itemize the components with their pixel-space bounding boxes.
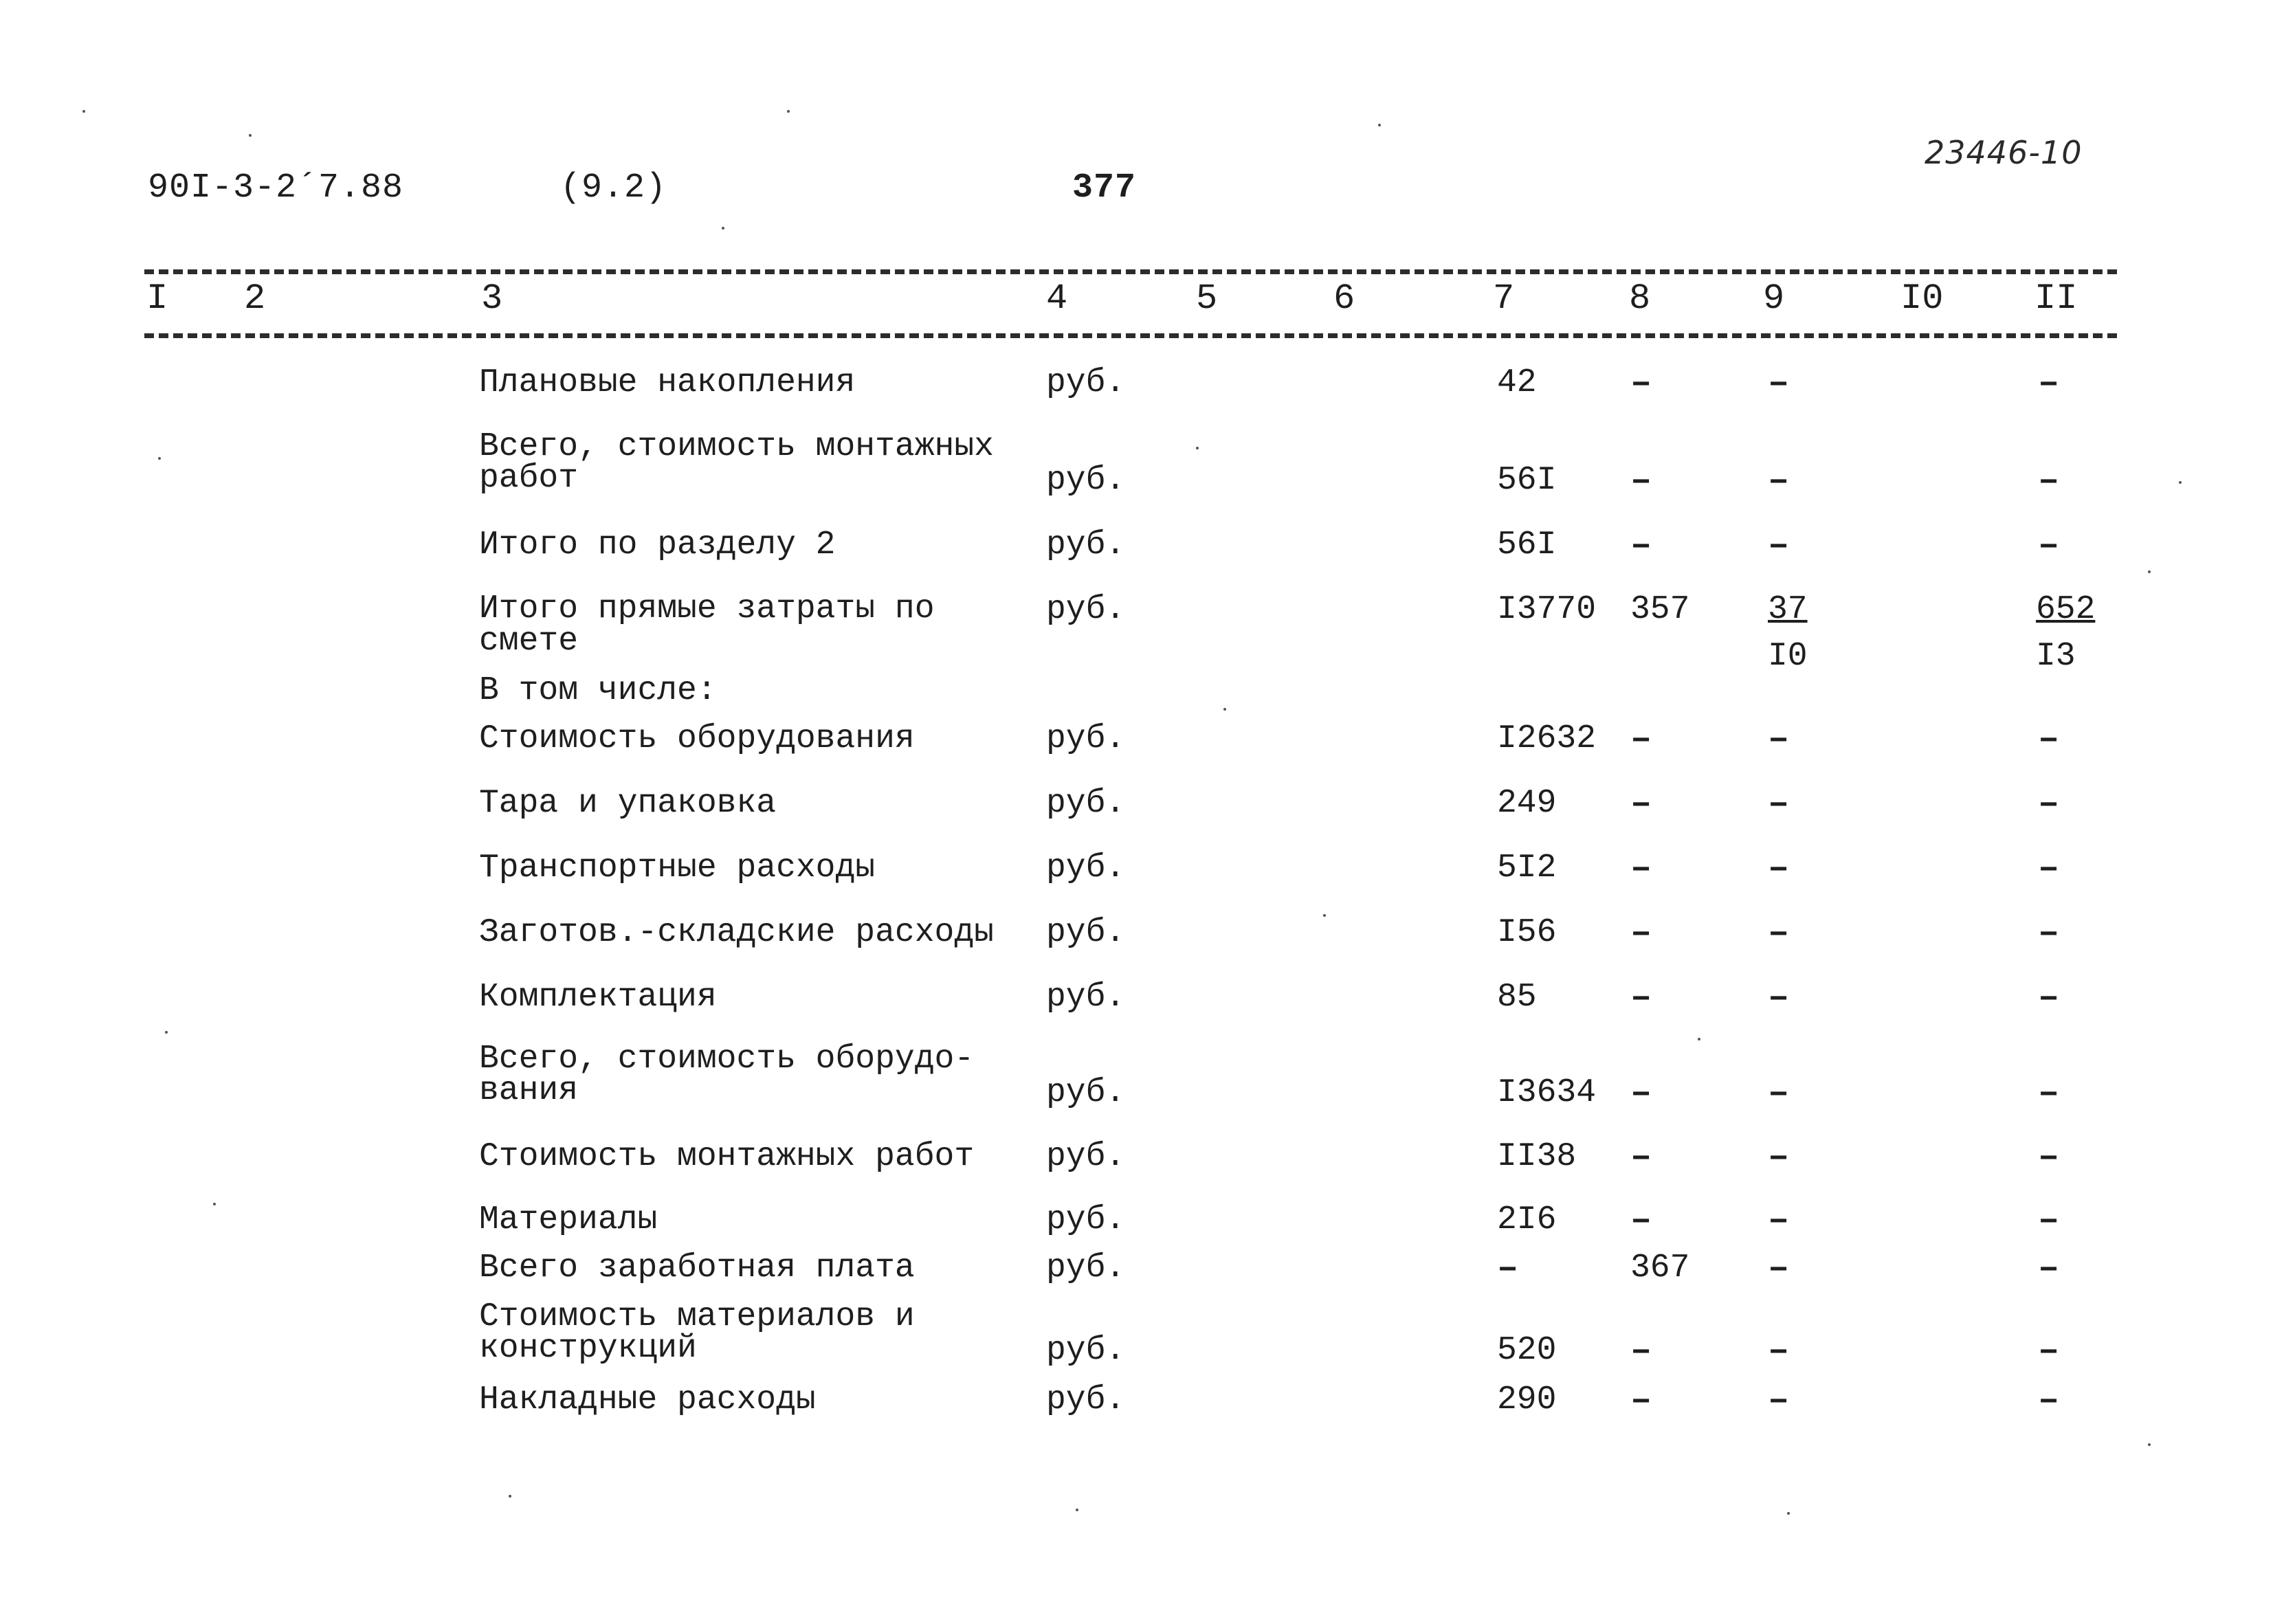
row-label-line1: Итого прямые затраты по bbox=[479, 590, 935, 627]
row-value-col11: – bbox=[2038, 783, 2060, 824]
row-value-col7: – bbox=[1497, 1248, 1519, 1289]
row-unit: руб. bbox=[1046, 849, 1126, 887]
row-value-col9-numerator: 37 bbox=[1768, 591, 1808, 628]
row-label: Всего заработная плата bbox=[479, 1249, 915, 1287]
row-value-col8: 367 bbox=[1630, 1249, 1690, 1287]
row-value-col11: – bbox=[2038, 363, 2060, 403]
row-value-col7: I3634 bbox=[1497, 1074, 1597, 1111]
row-value-col7: I3770 bbox=[1497, 591, 1597, 628]
row-value-col11: – bbox=[2038, 1331, 2060, 1371]
row-label-line1: Всего, стоимость монтажных bbox=[479, 428, 994, 465]
row-value-col9: – bbox=[1768, 913, 1790, 953]
row-value-col11-denominator: I3 bbox=[2036, 638, 2076, 675]
row-value-col7: 2I6 bbox=[1497, 1201, 1557, 1238]
row-value-col8: – bbox=[1630, 719, 1652, 759]
row-label: Плановые накопления bbox=[479, 364, 856, 401]
scan-speck bbox=[249, 134, 252, 137]
row-value-col9: – bbox=[1768, 460, 1790, 501]
row-label-line1: Стоимость материалов и bbox=[479, 1298, 915, 1335]
row-label: Тара и упаковка bbox=[479, 785, 777, 822]
row-value-col8: – bbox=[1630, 1380, 1652, 1421]
row-value-col11: – bbox=[2038, 913, 2060, 953]
row-unit: руб. bbox=[1046, 1381, 1126, 1419]
row-unit: руб. bbox=[1046, 914, 1126, 951]
row-value-col7: 520 bbox=[1497, 1332, 1557, 1369]
row-value-col11: – bbox=[2038, 1380, 2060, 1421]
row-value-col11: – bbox=[2038, 1137, 2060, 1177]
scan-speck bbox=[787, 110, 790, 113]
column-number-6: 6 bbox=[1333, 278, 1355, 319]
row-label-line2: работ bbox=[479, 460, 579, 497]
row-value-col7: II38 bbox=[1497, 1138, 1577, 1175]
scan-speck bbox=[165, 1031, 168, 1034]
scan-speck bbox=[1787, 1512, 1790, 1515]
row-value-col9: – bbox=[1768, 1200, 1790, 1241]
row-unit: руб. bbox=[1046, 1201, 1126, 1238]
row-label-line2: вания bbox=[479, 1072, 579, 1109]
row-label-line1: Всего, стоимость оборудо- bbox=[479, 1041, 975, 1078]
page-number: 377 bbox=[1072, 168, 1137, 208]
scan-speck bbox=[82, 110, 85, 113]
row-value-col9: – bbox=[1768, 1331, 1790, 1371]
row-unit: руб. bbox=[1046, 1332, 1126, 1369]
row-value-col8: – bbox=[1630, 363, 1652, 403]
row-label: Материалы bbox=[479, 1201, 658, 1238]
row-value-col9: – bbox=[1768, 848, 1790, 889]
row-value-col11: – bbox=[2038, 1248, 2060, 1289]
row-value-col8: – bbox=[1630, 525, 1652, 566]
row-unit: руб. bbox=[1046, 1074, 1126, 1111]
row-unit: руб. bbox=[1046, 1249, 1126, 1287]
scan-speck bbox=[2148, 570, 2151, 573]
section-number: (9.2) bbox=[560, 168, 667, 208]
row-value-col11: – bbox=[2038, 460, 2060, 501]
row-value-col11: – bbox=[2038, 848, 2060, 889]
row-value-col8: – bbox=[1630, 1200, 1652, 1241]
column-number-3: 3 bbox=[481, 278, 503, 319]
row-value-col7: 56I bbox=[1497, 526, 1557, 564]
row-value-col9: – bbox=[1768, 1248, 1790, 1289]
row-unit: руб. bbox=[1046, 785, 1126, 822]
column-number-2: 2 bbox=[244, 278, 266, 319]
row-label: Итого по разделу 2 bbox=[479, 526, 836, 564]
row-unit: руб. bbox=[1046, 364, 1126, 401]
row-unit: руб. bbox=[1046, 526, 1126, 564]
row-unit: руб. bbox=[1046, 979, 1126, 1016]
archive-number-handwritten: 23446-10 bbox=[1925, 134, 2083, 171]
row-label: Транспортные расходы bbox=[479, 849, 876, 887]
row-label: В том числе: bbox=[479, 672, 717, 709]
column-number-5: 5 bbox=[1196, 278, 1218, 319]
row-value-col11: – bbox=[2038, 1073, 2060, 1113]
column-number-1: I bbox=[146, 278, 168, 319]
row-value-col11: – bbox=[2038, 977, 2060, 1018]
scan-speck bbox=[1223, 708, 1226, 711]
scan-speck bbox=[2179, 481, 2182, 484]
row-label: Комплектация bbox=[479, 979, 717, 1016]
row-value-col9: – bbox=[1768, 977, 1790, 1018]
row-value-col9: – bbox=[1768, 1073, 1790, 1113]
column-number-7: 7 bbox=[1493, 278, 1515, 319]
row-value-col8: – bbox=[1630, 783, 1652, 824]
document-code: 90I-3-2´7.88 bbox=[148, 168, 404, 208]
row-value-col8: – bbox=[1630, 1331, 1652, 1371]
column-header-bottom-rule bbox=[144, 333, 2117, 338]
row-value-col11-numerator: 652 bbox=[2036, 591, 2096, 628]
row-value-col9: – bbox=[1768, 525, 1790, 566]
row-value-col7: 5I2 bbox=[1497, 849, 1557, 887]
scan-speck bbox=[722, 227, 724, 230]
scan-speck bbox=[158, 457, 161, 460]
row-label-line2: конструкций bbox=[479, 1330, 697, 1367]
column-header-top-rule bbox=[144, 269, 2117, 274]
row-value-col7: 42 bbox=[1497, 364, 1537, 401]
row-value-col7: I56 bbox=[1497, 914, 1557, 951]
row-unit: руб. bbox=[1046, 462, 1126, 499]
row-unit: руб. bbox=[1046, 1138, 1126, 1175]
column-number-4: 4 bbox=[1046, 278, 1068, 319]
row-unit: руб. bbox=[1046, 591, 1126, 628]
row-label: Накладные расходы bbox=[479, 1381, 816, 1419]
scan-speck bbox=[2148, 1443, 2151, 1446]
row-label: Заготов.-складские расходы bbox=[479, 914, 994, 951]
row-value-col7: 249 bbox=[1497, 785, 1557, 822]
column-number-8: 8 bbox=[1629, 278, 1651, 319]
scan-speck bbox=[1323, 914, 1326, 917]
scan-speck bbox=[1378, 124, 1381, 126]
row-value-col9: – bbox=[1768, 719, 1790, 759]
column-number-9: 9 bbox=[1763, 278, 1785, 319]
row-value-col8: – bbox=[1630, 460, 1652, 501]
scan-speck bbox=[1698, 1038, 1700, 1041]
row-value-col9: – bbox=[1768, 1380, 1790, 1421]
row-value-col7: 85 bbox=[1497, 979, 1537, 1016]
row-value-col9: – bbox=[1768, 783, 1790, 824]
row-unit: руб. bbox=[1046, 720, 1126, 757]
column-number-11: II bbox=[2034, 278, 2078, 319]
row-value-col8: – bbox=[1630, 913, 1652, 953]
scan-speck bbox=[509, 1495, 511, 1498]
row-value-col8: 357 bbox=[1630, 591, 1690, 628]
row-value-col8: – bbox=[1630, 977, 1652, 1018]
scan-speck bbox=[1076, 1509, 1078, 1511]
row-value-col9: – bbox=[1768, 1137, 1790, 1177]
row-label: Стоимость оборудования bbox=[479, 720, 915, 757]
row-label-line2: смете bbox=[479, 623, 579, 660]
row-value-col8: – bbox=[1630, 848, 1652, 889]
scan-speck bbox=[1196, 447, 1199, 449]
row-value-col7: 56I bbox=[1497, 462, 1557, 499]
column-number-10: I0 bbox=[1900, 278, 1944, 319]
row-value-col7: 290 bbox=[1497, 1381, 1557, 1419]
row-value-col7: I2632 bbox=[1497, 720, 1597, 757]
row-value-col11: – bbox=[2038, 525, 2060, 566]
row-value-col8: – bbox=[1630, 1137, 1652, 1177]
row-value-col9-denominator: I0 bbox=[1768, 638, 1808, 675]
row-value-col11: – bbox=[2038, 719, 2060, 759]
row-value-col9: – bbox=[1768, 363, 1790, 403]
row-label: Стоимость монтажных работ bbox=[479, 1138, 975, 1175]
row-value-col8: – bbox=[1630, 1073, 1652, 1113]
scan-speck bbox=[213, 1203, 216, 1205]
row-value-col11: – bbox=[2038, 1200, 2060, 1241]
